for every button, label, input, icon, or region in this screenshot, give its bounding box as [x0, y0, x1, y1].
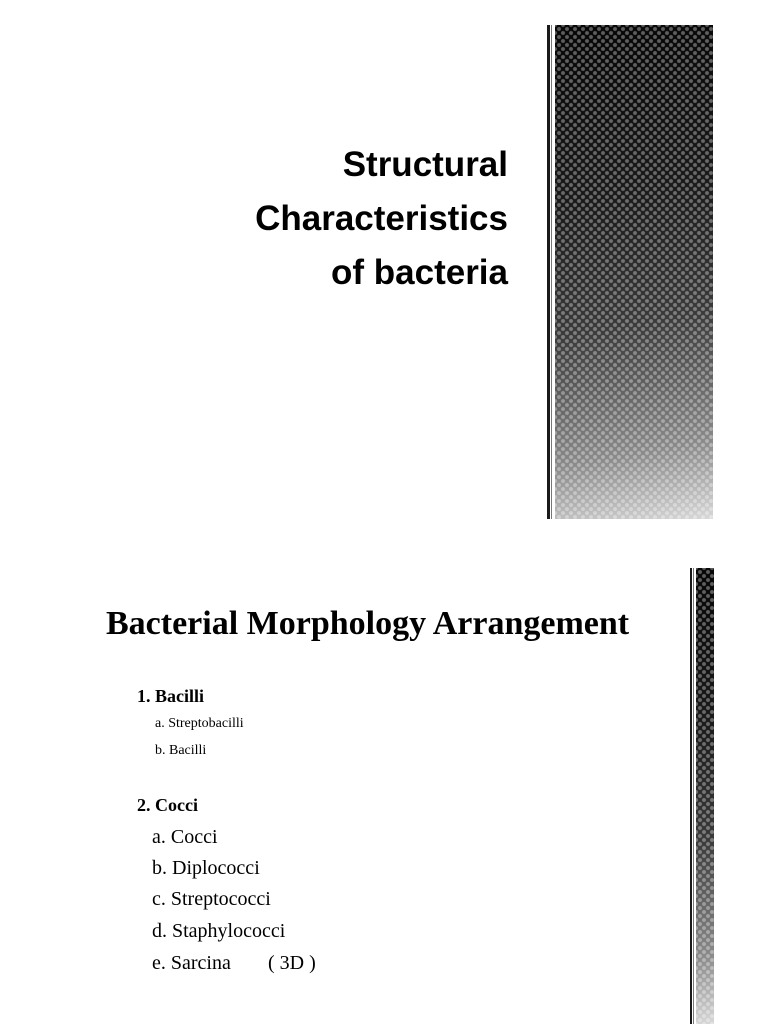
slide-2-title: Bacterial Morphology Arrangement	[106, 605, 630, 642]
cocci-item: c. Streptococci	[152, 888, 271, 910]
slide-1-title-line: of bacteria	[331, 253, 508, 292]
slide-2-divider-line	[690, 568, 692, 1024]
bacilli-heading: 1. Bacilli	[137, 686, 204, 706]
slide-1-title-line: Characteristics	[255, 199, 508, 238]
cocci-item: d. Staphylococci	[152, 920, 286, 942]
slide-2-divider-line-thin	[693, 568, 694, 1024]
cocci-item: a. Cocci	[152, 826, 218, 848]
cocci-item: e. Sarcina	[152, 952, 231, 974]
slide-1-title-line: Structural	[342, 145, 508, 184]
cocci-heading: 2. Cocci	[137, 795, 198, 815]
sarcina-note: ( 3D )	[268, 952, 316, 974]
bacilli-item: a. Streptobacilli	[155, 716, 244, 731]
slide-1-title	[228, 138, 508, 300]
cocci-item: b. Diplococci	[152, 857, 260, 879]
slide-1-divider-line	[547, 25, 550, 519]
bacilli-item: b. Bacilli	[155, 743, 207, 758]
slide-1-divider-line-thin	[551, 25, 552, 519]
slide-1-decorative-panel	[555, 25, 713, 519]
slide-2	[0, 540, 768, 1024]
slide-2-decorative-panel	[696, 568, 714, 1024]
